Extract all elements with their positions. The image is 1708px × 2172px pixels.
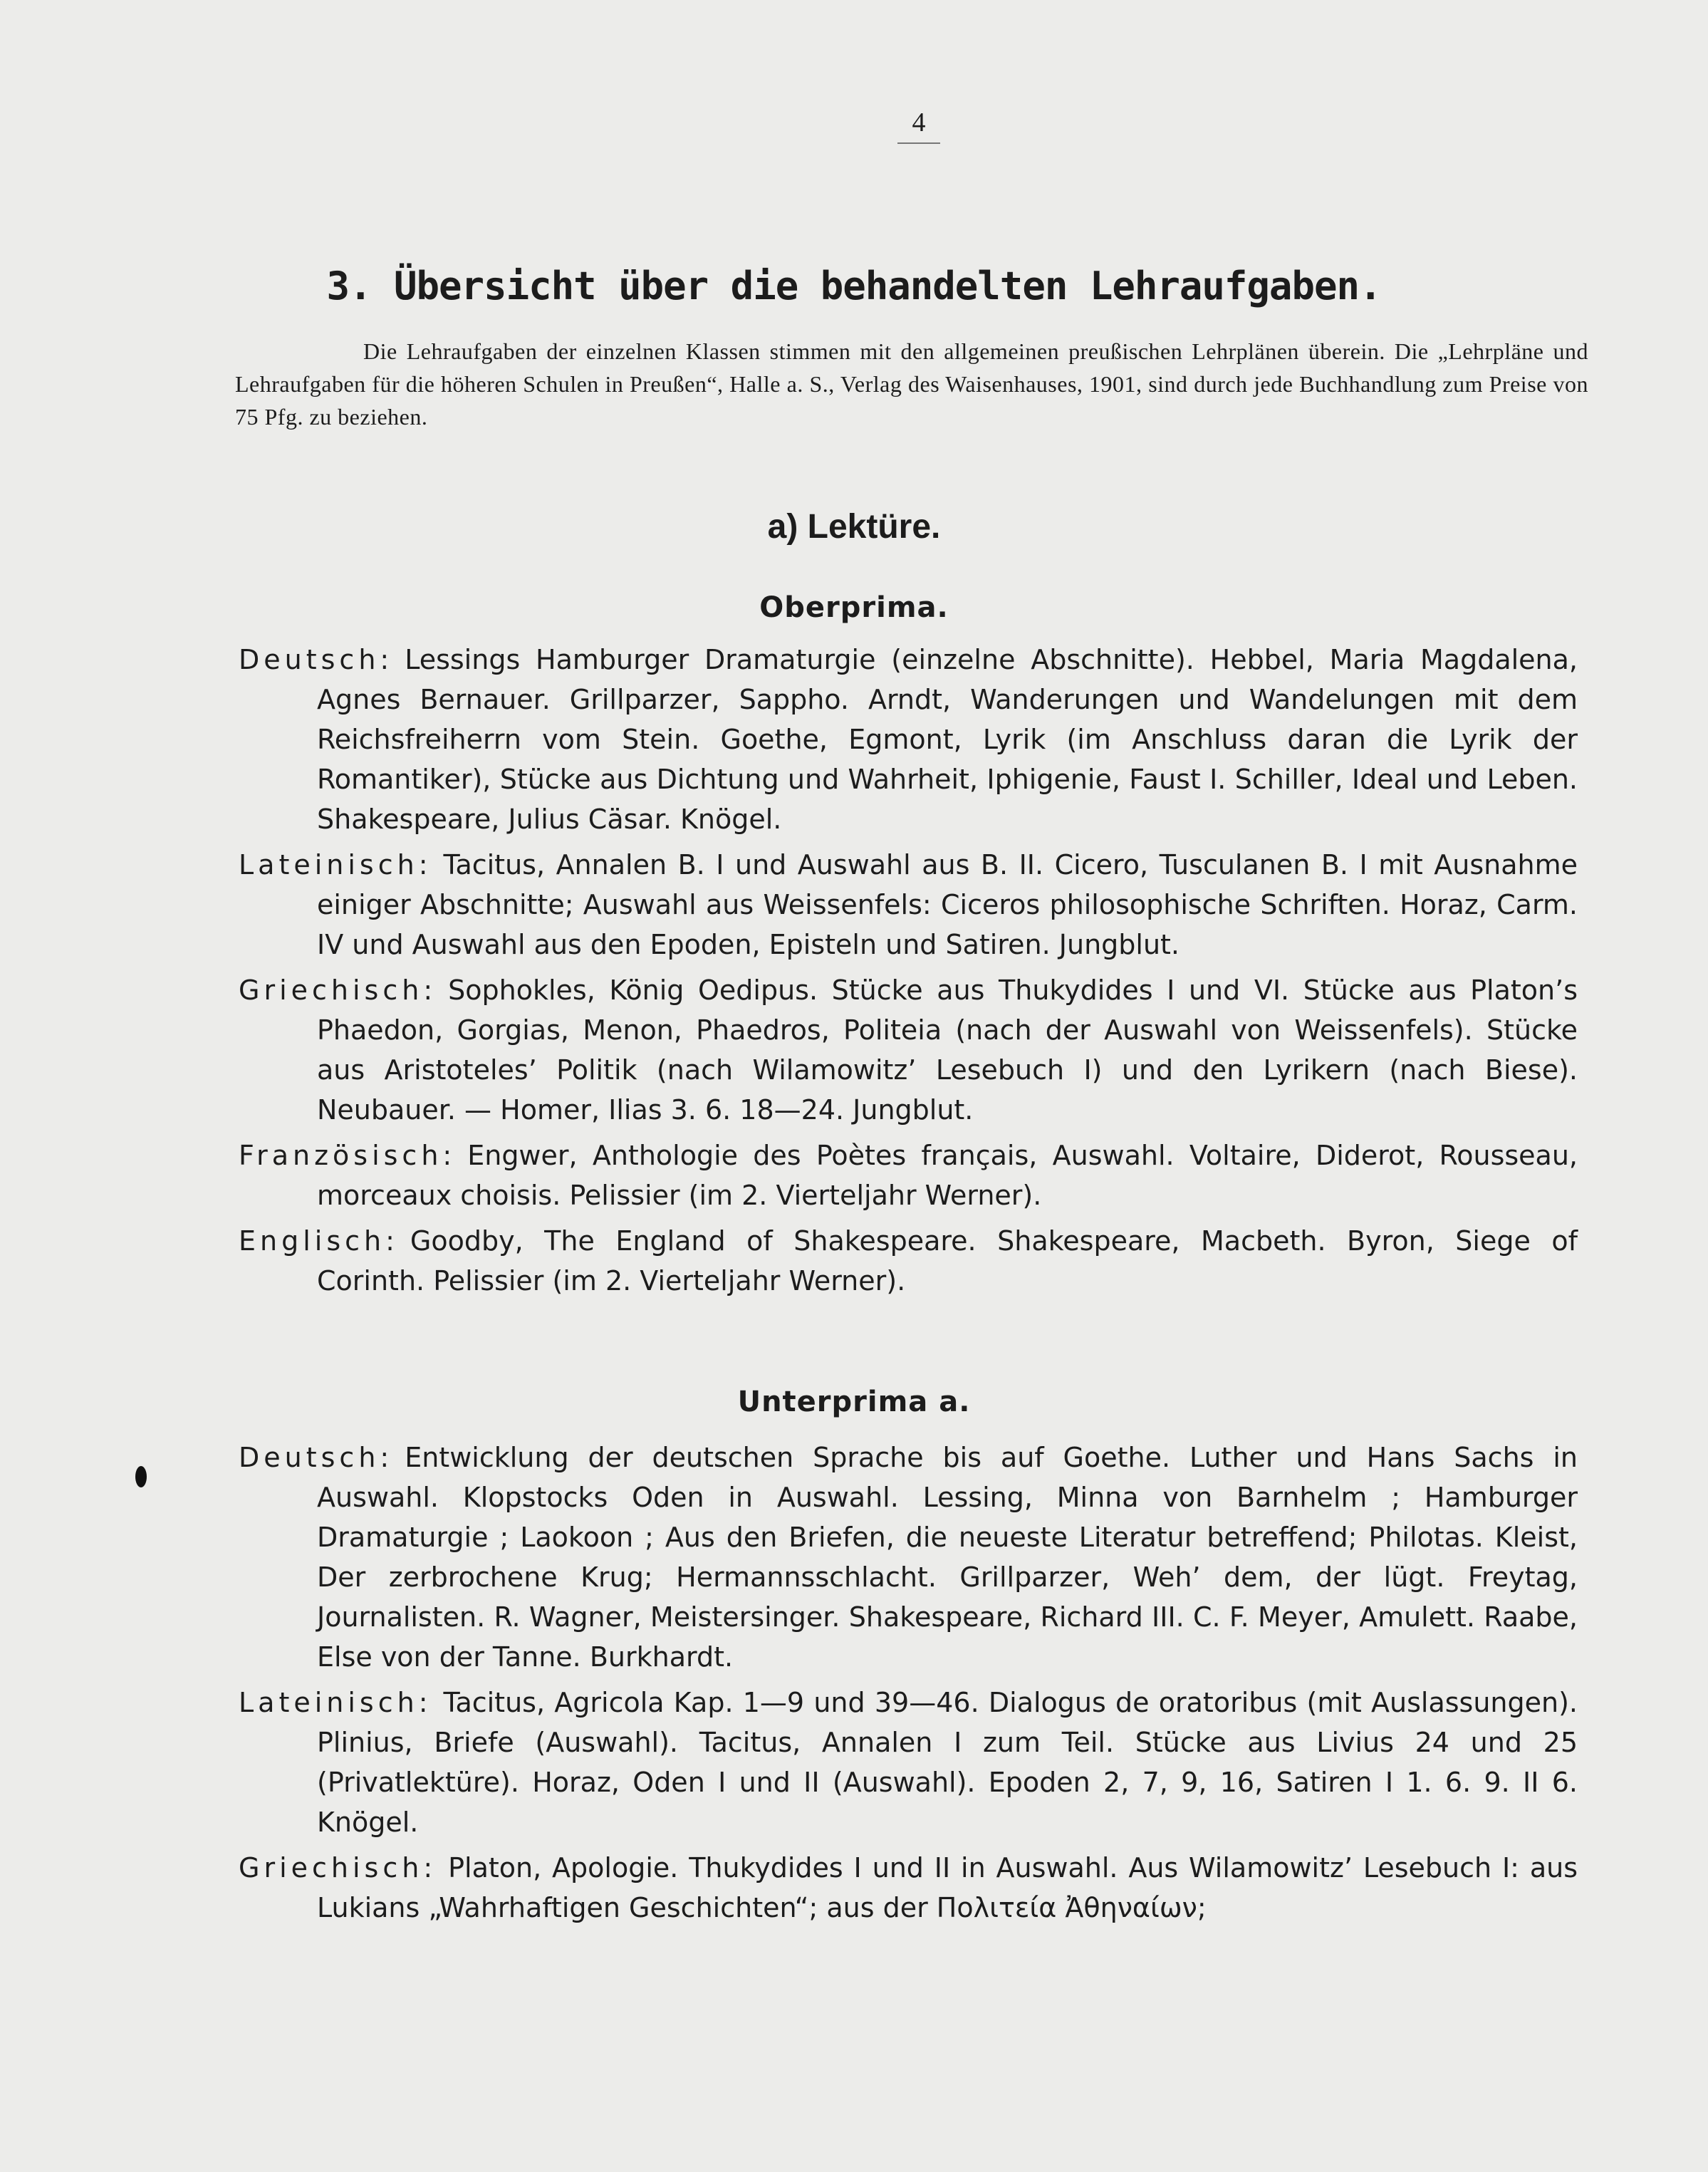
subject-label: Englisch:	[239, 1225, 399, 1257]
entry-text: Entwicklung der deutschen Sprache bis auf Goethe. Luther und Hans Sachs in Auswahl. Klopstocks Oden in Auswahl. Lessing, Minna von Barnhelm ; Hamburger Dramaturgie ; Laokoon ; Aus den Briefen, die neueste Literatur betreffend; Philotas. Kleist, Der zerbrochene Krug; Hermannsschlacht. Grillparzer, Weh’ dem, der lügt. Freytag, Journalisten. R. Wagner, Meistersinger. Shakespeare, Richard III. C. F. Meyer, Amulett. Raabe, Else von der Tanne. Burkhardt.	[317, 1442, 1578, 1673]
subject-label: Griechisch:	[239, 1852, 437, 1883]
entry-text: Tacitus, Annalen B. I und Auswahl aus B. II. Cicero, Tusculanen B. I mit Ausnahme einiger Abschnitte; Auswahl aus Weissenfels: Ciceros philosophische Schriften. Horaz, Carm. IV und Auswahl aus den Epoden, Episteln und Satiren. Jungblut.	[317, 849, 1578, 960]
entry-oberprima-deutsch	[239, 640, 1578, 839]
entry-unterprima-griechisch	[239, 1848, 1578, 1928]
ink-spot	[135, 1466, 147, 1487]
subject-label: Deutsch:	[239, 1442, 394, 1473]
subject-label: Lateinisch:	[239, 849, 432, 880]
entry-text: Lessings Hamburger Dramaturgie (einzelne Abschnitte). Hebbel, Maria Magdalena, Agnes Bernauer. Grillparzer, Sappho. Arndt, Wanderungen und Wandelungen mit dem Reichsfreiherrn vom Stein. Goethe, Egmont, Lyrik (im Anschluss daran die Lyrik der Romantiker), Stücke aus Dichtung und Wahrheit, Iphigenie, Faust I. Schiller, Ideal und Leben. Shakespeare, Julius Cäsar. Knögel.	[317, 644, 1578, 835]
subject-label: Lateinisch:	[239, 1687, 432, 1718]
entry-oberprima-franzoesisch	[239, 1136, 1578, 1215]
lektuere-heading: a) Lektüre.	[767, 508, 941, 546]
entry-oberprima-englisch	[239, 1221, 1578, 1301]
oberprima-heading: Oberprima.	[759, 591, 949, 624]
entry-oberprima-griechisch	[239, 970, 1578, 1130]
unterprima-a-heading: Unterprima a.	[737, 1386, 971, 1418]
intro-paragraph: Die Lehraufgaben der einzelnen Klassen stimmen mit den allgemeinen preußischen Lehrplänen überein. Die „Lehrpläne und Lehraufgaben für die höheren Schulen in Preußen“, Halle a. S., Verlag des Waisenhauses, 1901, sind durch jede Buchhandlung zum Preise von 75 Pfg. zu beziehen.	[235, 338, 1588, 430]
entry-text: Sophokles, König Oedipus. Stücke aus Thukydides I und VI. Stücke aus Platon’s Phaedon, Gorgias, Menon, Phaedros, Politeia (nach der Auswahl von Weissenfels). Stücke aus Aristoteles’ Politik (nach Wilamowitz’ Lesebuch I) und den Lyrikern (nach Biese). Neubauer. — Homer, Ilias 3. 6. 18—24. Jungblut.	[317, 975, 1578, 1126]
entry-unterprima-lateinisch	[239, 1683, 1578, 1842]
entry-text: Platon, Apologie. Thukydides I und II in Auswahl. Aus Wilamowitz’ Lesebuch I: aus Lukians „Wahrhaftigen Geschichten“; aus der Πολιτεία Ἀθηναίων;	[317, 1852, 1578, 1923]
subject-label: Französisch:	[239, 1140, 457, 1171]
entry-text: Goodby, The England of Shakespeare. Shakespeare, Macbeth. Byron, Siege of Corinth. Pelissier (im 2. Vierteljahr Werner).	[317, 1225, 1578, 1297]
entry-oberprima-lateinisch	[239, 845, 1578, 965]
entry-text: Engwer, Anthologie des Poètes français, Auswahl. Voltaire, Diderot, Rousseau, morceaux choisis. Pelissier (im 2. Vierteljahr Werner).	[317, 1140, 1578, 1211]
entry-unterprima-deutsch	[239, 1438, 1578, 1677]
entry-text: Tacitus, Agricola Kap. 1—9 und 39—46. Dialogus de oratoribus (mit Auslassungen). Plinius, Briefe (Auswahl). Tacitus, Annalen I zum Teil. Stücke aus Livius 24 und 25 (Privatlektüre). Horaz, Oden I und II (Auswahl). Epoden 2, 7, 9, 16, Satiren I 1. 6. 9. II 6. Knögel.	[317, 1687, 1578, 1838]
section-title: 3. Übersicht über die behandelten Lehraufgaben.	[326, 264, 1382, 308]
oberprima-entries	[239, 640, 1578, 1306]
page-number: 4	[897, 107, 940, 144]
subject-label: Deutsch:	[239, 644, 394, 675]
subject-label: Griechisch:	[239, 975, 437, 1006]
unterprima-a-entries	[239, 1438, 1578, 1933]
